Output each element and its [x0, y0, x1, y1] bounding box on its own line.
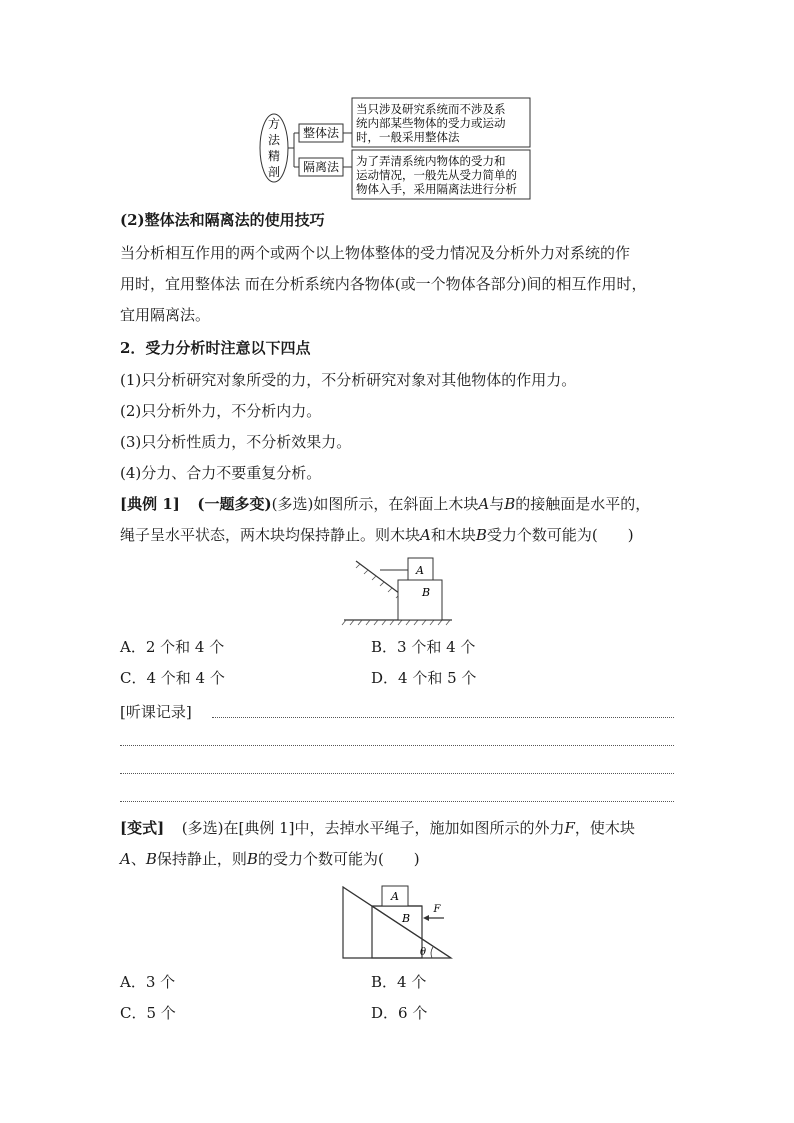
example1-figure — [340, 553, 454, 627]
variant-figure — [340, 880, 458, 962]
example1-var-a: A — [478, 495, 490, 513]
notes-line-4[interactable] — [120, 801, 674, 802]
example1-stem-4: 绳子呈水平状态，两木块均保持静止。则木块 — [120, 526, 421, 544]
variant-stem-2: ，使木块 — [574, 819, 635, 837]
force-f-label: F — [433, 904, 441, 915]
example1-stem-1: (多选)如图所示，在斜面上木块 — [271, 495, 479, 513]
isolate-desc-line-2: 运动情况，一般先从受力简单的 — [356, 168, 517, 182]
variant-option-a[interactable]: A．3 个 — [120, 973, 176, 991]
variant-option-d[interactable]: D．6 个 — [371, 1004, 428, 1022]
whole-method-label: 整体法 — [302, 126, 340, 140]
note-3: (3)只分析性质力，不分析效果力。 — [120, 433, 352, 451]
root-char-1: 方 — [267, 117, 281, 131]
example1-stem-5: 和木块 — [430, 526, 476, 544]
whole-desc-line-1: 当只涉及研究系统而不涉及系 — [356, 102, 506, 116]
example1-line-2 — [120, 525, 634, 545]
root-char-4: 剖 — [267, 165, 281, 179]
variant-var-a: A — [120, 850, 131, 868]
example1-var-a-2: A — [420, 526, 431, 544]
section2-body-line-3: 宜用隔离法。 — [120, 306, 211, 324]
example1-option-b[interactable]: B．3 个和 4 个 — [371, 638, 476, 656]
root-char-3: 精 — [267, 149, 281, 163]
isolate-desc-line-3: 物体入手，采用隔离法进行分析 — [356, 182, 517, 196]
variant-var-f: F — [564, 819, 575, 837]
notes-line-1[interactable] — [212, 717, 674, 718]
example1-option-d[interactable]: D．4 个和 5 个 — [371, 669, 477, 687]
variant-block-b-label: B — [401, 912, 411, 925]
example1-stem-3: 的接触面是水平的， — [515, 495, 651, 513]
block-b-label: B — [421, 586, 431, 599]
example1-stem-2: 与 — [489, 495, 505, 513]
example1-stem-6: 受力个数可能为( ) — [486, 526, 634, 544]
variant-line-2 — [120, 849, 420, 869]
point2-title: 2．受力分析时注意以下四点 — [120, 339, 311, 357]
isolate-method-label: 隔离法 — [302, 160, 340, 174]
example1-option-c[interactable]: C．4 个和 4 个 — [120, 669, 225, 687]
variant-tag: [变式] — [120, 819, 165, 837]
section2-title: (2)整体法和隔离法的使用技巧 — [120, 211, 325, 229]
whole-desc-line-3: 时，一般采用整体法 — [356, 130, 460, 144]
notes-line-3[interactable] — [120, 773, 674, 774]
section2-body-line-2: 用时，宜用整体法 而在分析系统内各物体(或一个物体各部分)间的相互作用时， — [120, 275, 647, 293]
example1-option-a[interactable]: A．2 个和 4 个 — [120, 638, 225, 656]
block-b — [398, 580, 442, 620]
variant-var-b: B — [145, 850, 157, 868]
method-diagram — [258, 95, 536, 201]
note-4: (4)分力、合力不要重复分析。 — [120, 464, 322, 482]
example1-line-1 — [120, 494, 650, 514]
example1-var-b: B — [504, 495, 516, 513]
variant-option-b[interactable]: B．4 个 — [371, 973, 427, 991]
notes-line-2[interactable] — [120, 745, 674, 746]
whole-desc-line-2: 统内部某些物体的受力或运动 — [356, 116, 506, 130]
variant-stem-1: (多选)在[典例 1]中，去掉水平绳子，施加如图所示的外力 — [181, 819, 565, 837]
example1-tag: [典例 1] — [120, 495, 180, 513]
variant-option-c[interactable]: C．5 个 — [120, 1004, 176, 1022]
section2-body-line-1: 当分析相互作用的两个或两个以上物体整体的受力情况及分析外力对系统的作 — [120, 244, 631, 262]
variant-stem-5: 的受力个数可能为( ) — [257, 850, 420, 868]
note-2: (2)只分析外力，不分析内力。 — [120, 402, 322, 420]
variant-block-a-label: A — [391, 890, 399, 903]
variant-line-1 — [120, 818, 635, 838]
variant-stem-4: 保持静止，则 — [156, 850, 247, 868]
variant-stem-3: 、 — [130, 850, 146, 868]
block-a-label: A — [416, 564, 424, 577]
example1-tag2: (一题多变) — [197, 495, 272, 513]
note-1: (1)只分析研究对象所受的力，不分析研究对象对其他物体的作用力。 — [120, 371, 577, 389]
root-char-2: 法 — [267, 133, 281, 147]
isolate-desc-line-1: 为了弄清系统内物体的受力和 — [356, 154, 506, 168]
notes-label: [听课记录] — [120, 703, 192, 721]
variant-var-b-2: B — [246, 850, 258, 868]
angle-theta-label: θ — [419, 947, 427, 958]
example1-var-b-2: B — [475, 526, 487, 544]
